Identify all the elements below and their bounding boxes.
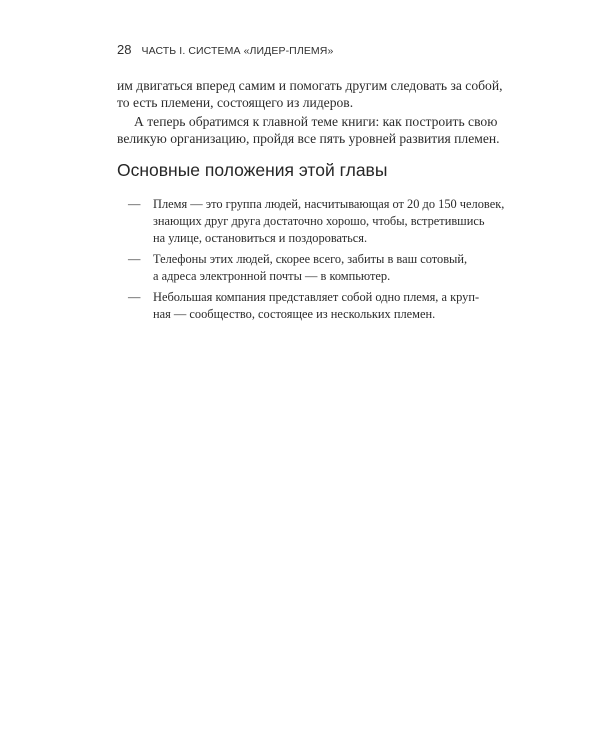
text-line: Племя — это группа людей, насчитывающая от 20 до 150 человек,	[153, 197, 505, 211]
list-item	[128, 196, 508, 247]
dash-marker: —	[128, 290, 141, 304]
text-line: Небольшая компания представляет собой одно племя, а круп-	[153, 290, 480, 304]
paragraph	[117, 113, 502, 147]
text-line: на улице, остановиться и поздороваться.	[153, 231, 368, 245]
dash-marker: —	[128, 252, 141, 266]
text-line: то есть племени, состоящего из лидеров.	[117, 95, 354, 110]
text-line: великую организацию, пройдя все пять уровней развития племен.	[117, 131, 500, 146]
section-heading: Основные положения этой главы	[117, 160, 388, 180]
text-line: знающих друг друга достаточно хорошо, чтобы, встретившись	[153, 214, 485, 228]
text-line: ная — сообщество, состоящее из нескольких племен.	[153, 307, 436, 321]
list-item	[128, 251, 508, 285]
key-points-list	[128, 196, 508, 327]
text-line: им двигаться вперед самим и помогать другим следовать за собой,	[117, 78, 503, 93]
text-line: А теперь обратимся к главной теме книги: как построить свою	[134, 114, 498, 129]
page-number: 28	[117, 42, 132, 57]
text-line: а адреса электронной почты — в компьютер.	[153, 269, 391, 283]
body-text	[117, 77, 502, 147]
list-item	[128, 289, 508, 323]
part-title: ЧАСТЬ I. СИСТЕМА «ЛИДЕР-ПЛЕМЯ»	[141, 45, 334, 57]
paragraph-continued	[117, 77, 502, 111]
text-line: Телефоны этих людей, скорее всего, забиты в ваш сотовый,	[153, 252, 468, 266]
running-head	[117, 42, 333, 57]
dash-marker: —	[128, 197, 141, 211]
